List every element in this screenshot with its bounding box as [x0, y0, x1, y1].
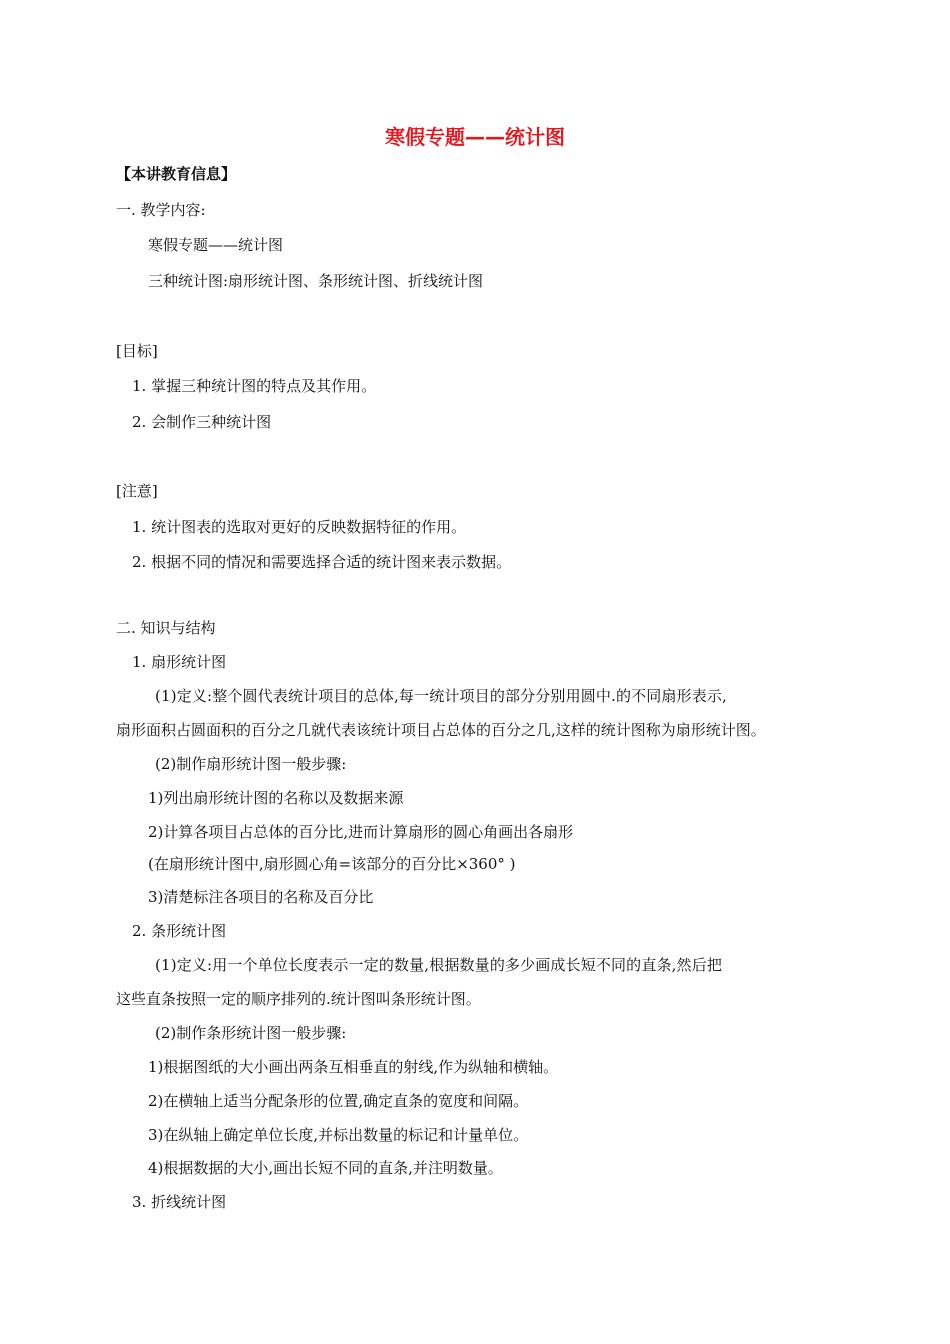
- section-info-heading: 【本讲教育信息】: [116, 165, 237, 183]
- teaching-content-heading: 一. 教学内容:: [116, 201, 206, 219]
- bar-step-4: 4)根据数据的大小,画出长短不同的直条,并注明数量。: [148, 1159, 503, 1177]
- goal-item-1: 1. 掌握三种统计图的特点及其作用。: [132, 377, 377, 395]
- pie-step-2: 2)计算各项目占总体的百分比,进而计算扇形的圆心角画出各扇形: [148, 823, 574, 841]
- knowledge-structure-heading: 二. 知识与结构: [116, 619, 216, 637]
- pie-step-3: 3)清楚标注各项目的名称及百分比: [148, 888, 374, 906]
- pie-definition-line-1: (1)定义:整个圆代表统计项目的总体,每一统计项目的部分分别用圆中.的不同扇形表示,: [155, 687, 727, 705]
- pie-step-1: 1)列出扇形统计图的名称以及数据来源: [148, 789, 404, 807]
- bar-chart-heading: 2. 条形统计图: [132, 922, 227, 940]
- goal-item-2: 2. 会制作三种统计图: [132, 413, 272, 431]
- pie-definition-line-2: 扇形面积占圆面积的百分之几就代表该统计项目占总体的百分之几,这样的统计图称为扇形统计图。: [116, 721, 766, 739]
- pie-steps-heading: (2)制作扇形统计图一般步骤:: [155, 755, 347, 773]
- goals-heading: [目标]: [116, 342, 158, 360]
- pie-chart-heading: 1. 扇形统计图: [132, 653, 227, 671]
- bar-step-2: 2)在横轴上适当分配条形的位置,确定直条的宽度和间隔。: [148, 1092, 529, 1110]
- note-item-2: 2. 根据不同的情况和需要选择合适的统计图来表示数据。: [132, 553, 512, 571]
- page-title: 寒假专题——统计图: [385, 125, 565, 149]
- line-chart-heading: 3. 折线统计图: [132, 1193, 227, 1211]
- teaching-content-line-1: 寒假专题——统计图: [148, 236, 284, 254]
- notes-heading: [注意]: [116, 482, 158, 500]
- teaching-content-line-2: 三种统计图:扇形统计图、条形统计图、折线统计图: [148, 272, 484, 290]
- bar-step-3: 3)在纵轴上确定单位长度,并标出数量的标记和计量单位。: [148, 1126, 529, 1144]
- bar-step-1: 1)根据图纸的大小画出两条互相垂直的射线,作为纵轴和横轴。: [148, 1058, 559, 1076]
- bar-definition-line-1: (1)定义:用一个单位长度表示一定的数量,根据数量的多少画成长短不同的直条,然后把: [155, 956, 722, 974]
- bar-steps-heading: (2)制作条形统计图一般步骤:: [155, 1024, 347, 1042]
- note-item-1: 1. 统计图表的选取对更好的反映数据特征的作用。: [132, 518, 467, 536]
- pie-step-2-note: (在扇形统计图中,扇形圆心角=该部分的百分比×360° ): [148, 855, 516, 873]
- bar-definition-line-2: 这些直条按照一定的顺序排列的.统计图叫条形统计图。: [116, 990, 481, 1008]
